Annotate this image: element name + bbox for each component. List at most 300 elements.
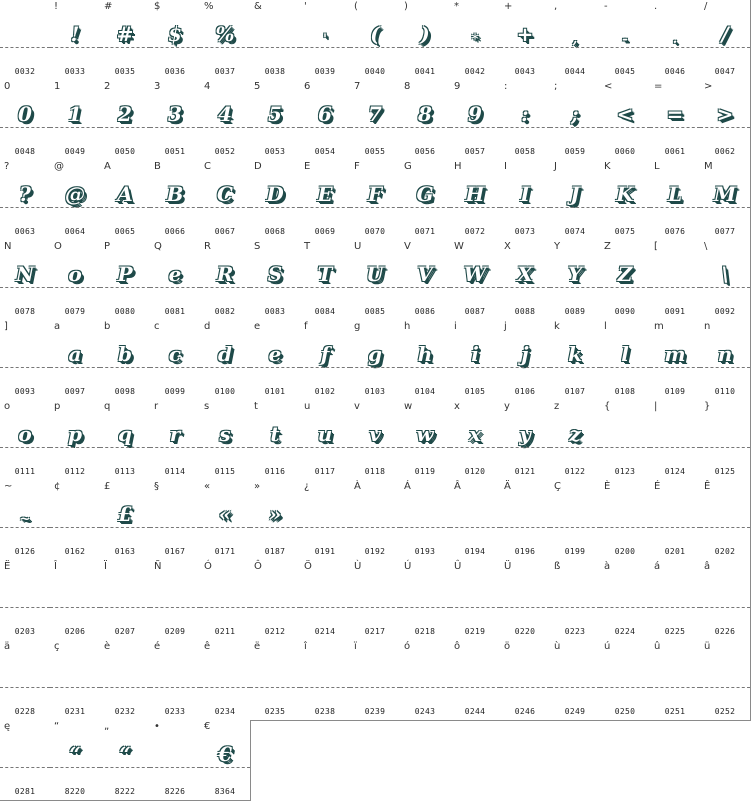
cell-glyph-sample: j (521, 342, 529, 366)
cell-character-label: » (254, 481, 261, 492)
glyph-cell-0064 (50, 160, 101, 241)
baseline-divider (50, 47, 100, 48)
cell-codepoint: 0037 (214, 67, 236, 76)
cell-character-label: 6 (304, 81, 311, 92)
baseline-divider (0, 287, 50, 288)
cell-codepoint: 0050 (114, 147, 136, 156)
cell-codepoint: 0107 (564, 387, 586, 396)
cell-codepoint: 0097 (64, 387, 86, 396)
cell-character-label: § (154, 481, 159, 492)
cell-codepoint: 0033 (64, 67, 86, 76)
cell-glyph-sample: ( (370, 22, 380, 46)
glyph-cell-0104 (400, 320, 451, 401)
glyph-cell-0105 (450, 320, 501, 401)
cell-codepoint: 0252 (714, 707, 736, 716)
cell-character-label: r (154, 401, 159, 412)
cell-codepoint: 0056 (414, 147, 436, 156)
baseline-divider (600, 527, 650, 528)
baseline-divider (650, 687, 700, 688)
cell-codepoint: 0249 (564, 707, 586, 716)
cell-codepoint: 0089 (564, 307, 586, 316)
cell-codepoint: 0051 (164, 147, 186, 156)
cell-glyph-sample: 4 (218, 102, 232, 126)
baseline-divider (50, 687, 100, 688)
cell-character-label: K (604, 161, 611, 172)
cell-character-label: î (304, 641, 307, 652)
glyph-cell-0201 (650, 480, 701, 561)
cell-character-label: b (104, 321, 111, 332)
glyph-cell-0194 (450, 480, 501, 561)
cell-character-label: Ú (404, 561, 412, 572)
cell-character-label: ü (704, 641, 711, 652)
cell-codepoint: 0114 (164, 467, 186, 476)
cell-glyph-sample: 6 (318, 102, 332, 126)
baseline-divider (250, 47, 300, 48)
cell-codepoint: 0057 (464, 147, 486, 156)
cell-character-label: F (354, 161, 360, 172)
cell-character-label: Ë (4, 561, 11, 572)
glyph-cell-0102 (300, 320, 351, 401)
baseline-divider (300, 127, 350, 128)
cell-codepoint: 0100 (214, 387, 236, 396)
cell-glyph-sample: t (270, 422, 280, 446)
baseline-divider (650, 47, 700, 48)
glyph-cell-0235 (250, 640, 301, 721)
cell-glyph-sample: N (15, 262, 35, 286)
baseline-divider (200, 527, 250, 528)
cell-glyph-sample: c (168, 342, 182, 366)
glyph-cell-0078 (0, 240, 51, 321)
cell-codepoint: 0199 (564, 547, 586, 556)
cell-character-label: N (4, 241, 12, 252)
glyph-cell-0069 (300, 160, 351, 241)
cell-codepoint: 0036 (164, 67, 186, 76)
cell-character-label: Ç (554, 481, 561, 492)
cell-glyph-sample: H (465, 182, 485, 206)
cell-glyph-sample: M (713, 182, 737, 206)
cell-glyph-sample: # (116, 22, 134, 46)
cell-codepoint: 0074 (564, 227, 586, 236)
baseline-divider (550, 207, 600, 208)
glyph-cell-0200 (600, 480, 651, 561)
cell-glyph-sample: £ (118, 502, 132, 526)
cell-codepoint: 0192 (364, 547, 386, 556)
baseline-divider (50, 207, 100, 208)
baseline-divider (450, 607, 500, 608)
baseline-divider (500, 527, 550, 528)
cell-codepoint: 0106 (514, 387, 536, 396)
cell-character-label: M (704, 161, 713, 172)
cell-codepoint: 0202 (714, 547, 736, 556)
cell-codepoint: 0105 (464, 387, 486, 396)
glyph-cell-0123 (600, 400, 651, 481)
cell-character-label: Ô (254, 561, 262, 572)
glyph-cell-0211 (200, 560, 251, 641)
baseline-divider (200, 447, 250, 448)
cell-codepoint: 0082 (214, 307, 236, 316)
cell-glyph-sample: , (572, 32, 578, 47)
cell-character-label: “ (54, 721, 60, 732)
cell-character-label: v (354, 401, 360, 412)
cell-glyph-sample: . (672, 32, 678, 47)
baseline-divider (100, 687, 150, 688)
cell-glyph-sample: < (616, 102, 634, 126)
baseline-divider (500, 47, 550, 48)
cell-codepoint: 0040 (364, 67, 386, 76)
cell-glyph-sample: 0 (18, 102, 32, 126)
cell-codepoint: 0162 (64, 547, 86, 556)
baseline-divider (700, 687, 750, 688)
glyph-cell-0120 (450, 400, 501, 481)
cell-character-label: f (304, 321, 308, 332)
baseline-divider (350, 607, 400, 608)
cell-codepoint: 0067 (214, 227, 236, 236)
baseline-divider (600, 447, 650, 448)
cell-glyph-sample: u (317, 422, 333, 446)
glyph-cell-0058 (500, 80, 551, 161)
glyph-cell-8364 (200, 720, 251, 801)
cell-codepoint: 8364 (214, 787, 236, 796)
cell-codepoint: 0039 (314, 67, 336, 76)
cell-glyph-sample: f (320, 342, 330, 366)
cell-glyph-sample: « (218, 502, 232, 526)
cell-glyph-sample: i (471, 342, 479, 366)
cell-character-label: e (254, 321, 261, 332)
cell-codepoint: 0098 (114, 387, 136, 396)
cell-character-label: ę (4, 721, 11, 732)
cell-codepoint: 0083 (264, 307, 286, 316)
glyph-cell-0041 (400, 0, 451, 81)
baseline-divider (600, 127, 650, 128)
glyph-cell-0252 (700, 640, 751, 721)
cell-glyph-sample: e (168, 262, 182, 286)
cell-glyph-sample: T (317, 262, 333, 286)
cell-codepoint: 0065 (114, 227, 136, 236)
cell-glyph-sample: 3 (168, 102, 182, 126)
cell-codepoint: 0123 (614, 467, 636, 476)
cell-character-label: H (454, 161, 462, 172)
cell-codepoint: 0209 (164, 627, 186, 636)
baseline-divider (150, 207, 200, 208)
glyph-cell-0091 (650, 240, 701, 321)
cell-glyph-sample: d (218, 342, 232, 366)
cell-codepoint: 0052 (214, 147, 236, 156)
cell-character-label: ( (354, 1, 358, 12)
cell-glyph-sample: 1 (68, 102, 82, 126)
cell-codepoint: 0063 (14, 227, 36, 236)
cell-character-label: 3 (154, 81, 161, 92)
baseline-divider (100, 607, 150, 608)
glyph-cell-0228 (0, 640, 51, 721)
cell-character-label: ! (54, 1, 59, 12)
cell-glyph-sample: ? (19, 182, 31, 206)
baseline-divider (0, 367, 50, 368)
baseline-divider (100, 367, 150, 368)
cell-codepoint: 0243 (414, 707, 436, 716)
glyph-cell-0115 (200, 400, 251, 481)
cell-character-label: ä (4, 641, 11, 652)
cell-codepoint: 0103 (364, 387, 386, 396)
cell-codepoint: 0226 (714, 627, 736, 636)
glyph-cell-0097 (50, 320, 101, 401)
baseline-divider (400, 607, 450, 608)
glyph-cell-0246 (500, 640, 551, 721)
glyph-cell-0033 (50, 0, 101, 81)
baseline-divider (650, 527, 700, 528)
glyph-cell-0106 (500, 320, 551, 401)
cell-codepoint: 0069 (314, 227, 336, 236)
cell-character-label: T (304, 241, 311, 252)
glyph-cell-0202 (700, 480, 751, 561)
cell-codepoint: 0231 (64, 707, 86, 716)
cell-codepoint: 0032 (14, 67, 36, 76)
cell-character-label: V (404, 241, 411, 252)
cell-codepoint: 0232 (114, 707, 136, 716)
cell-character-label: y (504, 401, 510, 412)
cell-glyph-sample: J (570, 182, 580, 206)
glyph-cell-0212 (250, 560, 301, 641)
glyph-cell-0062 (700, 80, 751, 161)
glyph-cell-0055 (350, 80, 401, 161)
cell-glyph-sample: h (417, 342, 433, 366)
baseline-divider (100, 447, 150, 448)
cell-character-label: Á (404, 481, 411, 492)
glyph-cell-0051 (150, 80, 201, 161)
baseline-divider (250, 287, 300, 288)
baseline-divider (200, 687, 250, 688)
cell-codepoint: 0048 (14, 147, 36, 156)
glyph-cell-0040 (350, 0, 401, 81)
glyph-cell-0187 (250, 480, 301, 561)
cell-character-label: O (54, 241, 62, 252)
cell-character-label: u (304, 401, 311, 412)
baseline-divider (700, 287, 750, 288)
cell-codepoint: 8226 (164, 787, 186, 796)
cell-codepoint: 0109 (664, 387, 686, 396)
glyph-cell-0101 (250, 320, 301, 401)
cell-codepoint: 0214 (314, 627, 336, 636)
glyph-cell-0107 (550, 320, 601, 401)
baseline-divider (450, 367, 500, 368)
baseline-divider (150, 767, 200, 768)
glyph-cell-0089 (550, 240, 601, 321)
cell-character-label: Q (154, 241, 162, 252)
cell-character-label: p (54, 401, 61, 412)
baseline-divider (200, 287, 250, 288)
glyph-cell-0073 (500, 160, 551, 241)
cell-character-label: ' (304, 1, 307, 12)
cell-character-label: Y (554, 241, 561, 252)
glyph-cell-0075 (600, 160, 651, 241)
glyph-cell-0039 (300, 0, 351, 81)
glyph-cell-0238 (300, 640, 351, 721)
glyph-cell-0081 (150, 240, 201, 321)
cell-character-label: , (554, 1, 558, 12)
cell-codepoint: 0207 (114, 627, 136, 636)
cell-character-label: 7 (354, 81, 361, 92)
cell-glyph-sample: > (716, 102, 734, 126)
cell-codepoint: 0104 (414, 387, 436, 396)
baseline-divider (50, 767, 100, 768)
glyph-cell-0171 (200, 480, 251, 561)
cell-codepoint: 0212 (264, 627, 286, 636)
baseline-divider (650, 207, 700, 208)
glyph-cell-0084 (300, 240, 351, 321)
cell-codepoint: 0091 (664, 307, 686, 316)
cell-codepoint: 0092 (714, 307, 736, 316)
baseline-divider (0, 127, 50, 128)
glyph-cell-0281 (0, 720, 51, 801)
baseline-divider (400, 207, 450, 208)
cell-character-label: U (354, 241, 362, 252)
glyph-cell-0191 (300, 480, 351, 561)
cell-glyph-sample: : (521, 102, 529, 126)
cell-character-label: X (504, 241, 511, 252)
cell-character-label: â (704, 561, 711, 572)
glyph-cell-0053 (250, 80, 301, 161)
cell-character-label: ] (4, 321, 8, 332)
glyph-cell-0093 (0, 320, 51, 401)
cell-codepoint: 8220 (64, 787, 86, 796)
baseline-divider (50, 527, 100, 528)
baseline-divider (450, 447, 500, 448)
glyph-cell-8220 (50, 720, 101, 801)
baseline-divider (650, 367, 700, 368)
baseline-divider (50, 367, 100, 368)
baseline-divider (100, 527, 150, 528)
glyph-cell-0112 (50, 400, 101, 481)
cell-codepoint: 0224 (614, 627, 636, 636)
cell-codepoint: 0211 (214, 627, 236, 636)
cell-character-label: ù (554, 641, 561, 652)
glyph-cell-0052 (200, 80, 251, 161)
cell-character-label: ú (604, 641, 611, 652)
glyph-cell-0070 (350, 160, 401, 241)
cell-codepoint: 0191 (314, 547, 336, 556)
glyph-cell-0223 (550, 560, 601, 641)
cell-codepoint: 0111 (14, 467, 36, 476)
glyph-cell-0065 (100, 160, 151, 241)
cell-character-label: 2 (104, 81, 111, 92)
baseline-divider (550, 367, 600, 368)
cell-codepoint: 0194 (464, 547, 486, 556)
baseline-divider (0, 607, 50, 608)
cell-codepoint: 0250 (614, 707, 636, 716)
glyph-cell-0038 (250, 0, 301, 81)
glyph-cell-0088 (500, 240, 551, 321)
baseline-divider (150, 447, 200, 448)
baseline-divider (450, 687, 500, 688)
baseline-divider (650, 447, 700, 448)
baseline-divider (550, 127, 600, 128)
baseline-divider (500, 207, 550, 208)
cell-character-label: Ê (704, 481, 711, 492)
glyph-cell-0218 (400, 560, 451, 641)
cell-codepoint: 0086 (414, 307, 436, 316)
cell-character-label: € (204, 721, 211, 732)
baseline-divider (350, 367, 400, 368)
cell-glyph-sample: B (166, 182, 184, 206)
cell-character-label: G (404, 161, 412, 172)
baseline-divider (450, 527, 500, 528)
cell-character-label: Ï (104, 561, 107, 572)
glyph-cell-0162 (50, 480, 101, 561)
cell-codepoint: 0060 (614, 147, 636, 156)
cell-character-label: * (454, 1, 459, 12)
cell-character-label: ë (254, 641, 261, 652)
baseline-divider (0, 207, 50, 208)
cell-glyph-sample: + (516, 22, 534, 46)
glyph-cell-0231 (50, 640, 101, 721)
baseline-divider (450, 207, 500, 208)
glyph-cell-0090 (600, 240, 651, 321)
cell-glyph-sample: S (267, 262, 283, 286)
cell-codepoint: 0125 (714, 467, 736, 476)
glyph-cell-0092 (700, 240, 751, 321)
baseline-divider (700, 607, 750, 608)
cell-codepoint: 0045 (614, 67, 636, 76)
cell-codepoint: 0203 (14, 627, 36, 636)
baseline-divider (300, 527, 350, 528)
cell-codepoint: 0167 (164, 547, 186, 556)
baseline-divider (400, 527, 450, 528)
baseline-divider (300, 287, 350, 288)
cell-codepoint: 0110 (714, 387, 736, 396)
glyph-cell-0220 (500, 560, 551, 641)
glyph-cell-0226 (700, 560, 751, 641)
cell-character-label: . (654, 1, 658, 12)
baseline-divider (100, 207, 150, 208)
cell-glyph-sample: R (216, 262, 234, 286)
glyph-cell-0124 (650, 400, 701, 481)
glyph-cell-0072 (450, 160, 501, 241)
cell-codepoint: 0085 (364, 307, 386, 316)
cell-codepoint: 0061 (664, 147, 686, 156)
glyph-cell-0077 (700, 160, 751, 241)
baseline-divider (300, 607, 350, 608)
cell-glyph-sample: n (717, 342, 733, 366)
glyph-cell-0203 (0, 560, 51, 641)
baseline-divider (50, 447, 100, 448)
cell-character-label: [ (654, 241, 658, 252)
cell-character-label: = (654, 81, 663, 92)
cell-codepoint: 0080 (114, 307, 136, 316)
baseline-divider (250, 607, 300, 608)
baseline-divider (600, 207, 650, 208)
glyph-cell-0076 (650, 160, 701, 241)
cell-glyph-sample: y (519, 422, 531, 446)
baseline-divider (100, 767, 150, 768)
cell-character-label: ô (454, 641, 461, 652)
cell-character-label: w (404, 401, 413, 412)
cell-glyph-sample: “ (69, 742, 81, 766)
cell-codepoint: 0228 (14, 707, 36, 716)
baseline-divider (600, 607, 650, 608)
cell-character-label: | (654, 401, 658, 412)
glyph-cell-0042 (450, 0, 501, 81)
baseline-divider (500, 687, 550, 688)
cell-codepoint: 0235 (264, 707, 286, 716)
cell-character-label: m (654, 321, 664, 332)
baseline-divider (200, 767, 250, 768)
baseline-divider (400, 687, 450, 688)
glyph-cell-0119 (400, 400, 451, 481)
cell-codepoint: 0223 (564, 627, 586, 636)
cell-character-label: ê (204, 641, 211, 652)
cell-codepoint: 0234 (214, 707, 236, 716)
glyph-cell-0045 (600, 0, 651, 81)
cell-glyph-sample: Z (617, 262, 633, 286)
